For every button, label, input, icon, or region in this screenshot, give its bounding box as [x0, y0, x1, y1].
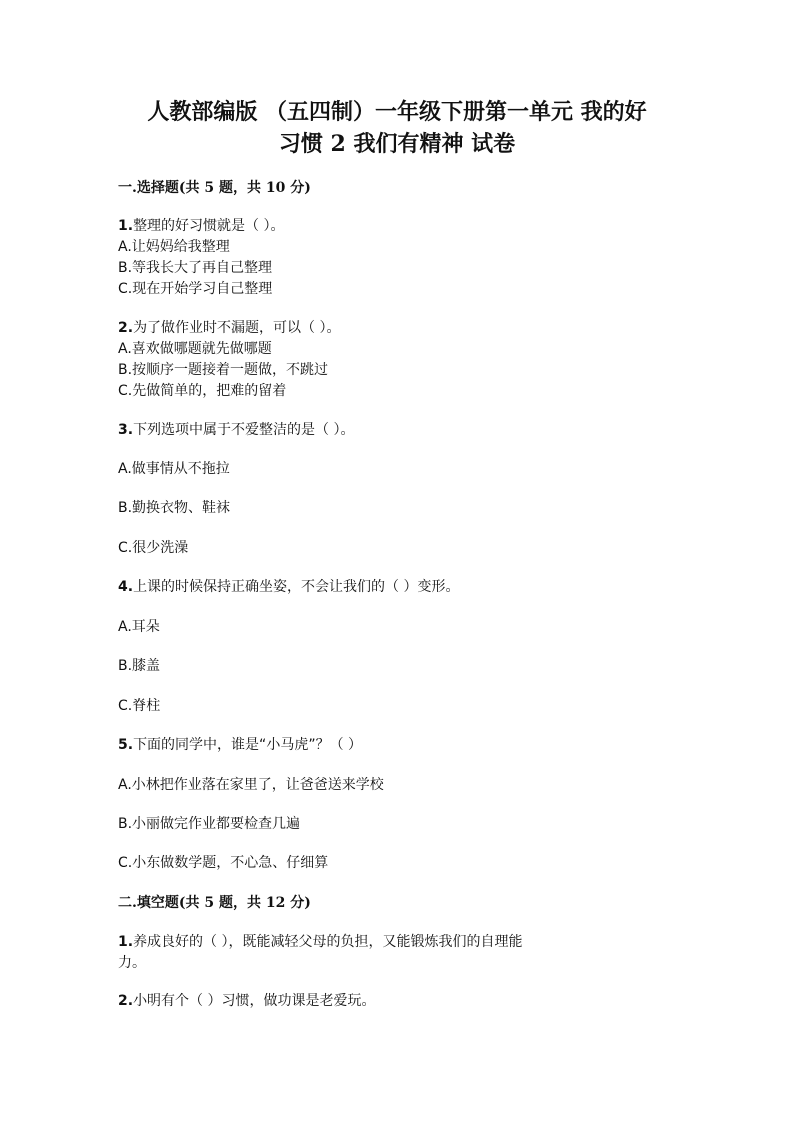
option-c: C.先做简单的，把难的留着 [118, 383, 287, 399]
question-number: 4. [118, 579, 134, 595]
title-line-2: 习惯 2 我们有精神 试卷 [278, 131, 516, 157]
title-line-1: 人教部编版 （五四制）一年级下册第一单元 我的好 [147, 99, 647, 125]
option-b: B.按顺序一题接着一题做，不跳过 [118, 362, 329, 378]
question-body: 小明有个（ ）习惯，做功课是老爱玩。 [133, 993, 376, 1009]
question-body: 上课的时候保持正确坐姿，不会让我们的（ ）变形。 [133, 579, 460, 595]
option-c: C.小东做数学题，不心急、仔细算 [118, 855, 329, 871]
question-number: 1. [118, 934, 134, 950]
option-a: A.小林把作业落在家里了，让爸爸送来学校 [118, 777, 384, 793]
question-body: 整理的好习惯就是（ ）。 [133, 218, 285, 234]
option-a: A.喜欢做哪题就先做哪题 [118, 341, 272, 357]
question-number: 3. [118, 422, 134, 438]
question-text [118, 216, 678, 237]
option-a: A.做事情从不拖拉 [118, 461, 230, 477]
option-a: A.让妈妈给我整理 [118, 239, 230, 255]
question-number: 2. [118, 320, 134, 336]
option-b: B.小丽做完作业都要检查几遍 [118, 816, 301, 832]
question-number: 2. [118, 993, 134, 1009]
option-c: C.现在开始学习自己整理 [118, 281, 273, 297]
option-b: B.等我长大了再自己整理 [118, 260, 273, 276]
question-text [118, 932, 678, 953]
question-text [118, 991, 678, 1012]
question-body: 养成良好的（ ），既能减轻父母的负担，又能锻炼我们的自理能 [133, 934, 523, 950]
question-number: 5. [118, 737, 134, 753]
question-text [118, 420, 678, 441]
question-body: 为了做作业时不漏题，可以（ ）。 [133, 320, 341, 336]
option-b: B.勤换衣物、鞋袜 [118, 500, 231, 516]
section-heading-choice: 一.选择题(共 5 题，共 10 分) [118, 180, 311, 196]
question-body: 下列选项中属于不爱整洁的是（ ）。 [133, 422, 355, 438]
option-c: C.很少洗澡 [118, 540, 189, 556]
option-b: B.膝盖 [118, 658, 161, 674]
option-a: A.耳朵 [118, 619, 160, 635]
question-text-continued: 力。 [118, 955, 146, 971]
question-number: 1. [118, 218, 134, 234]
question-body: 下面的同学中，谁是“小马虎”？（ ） [133, 737, 363, 753]
question-text [118, 735, 678, 756]
question-text [118, 318, 678, 339]
question-text [118, 577, 678, 598]
option-c: C.脊柱 [118, 698, 161, 714]
document-title [100, 96, 694, 160]
section-heading-fill: 二.填空题(共 5 题，共 12 分) [118, 895, 311, 911]
